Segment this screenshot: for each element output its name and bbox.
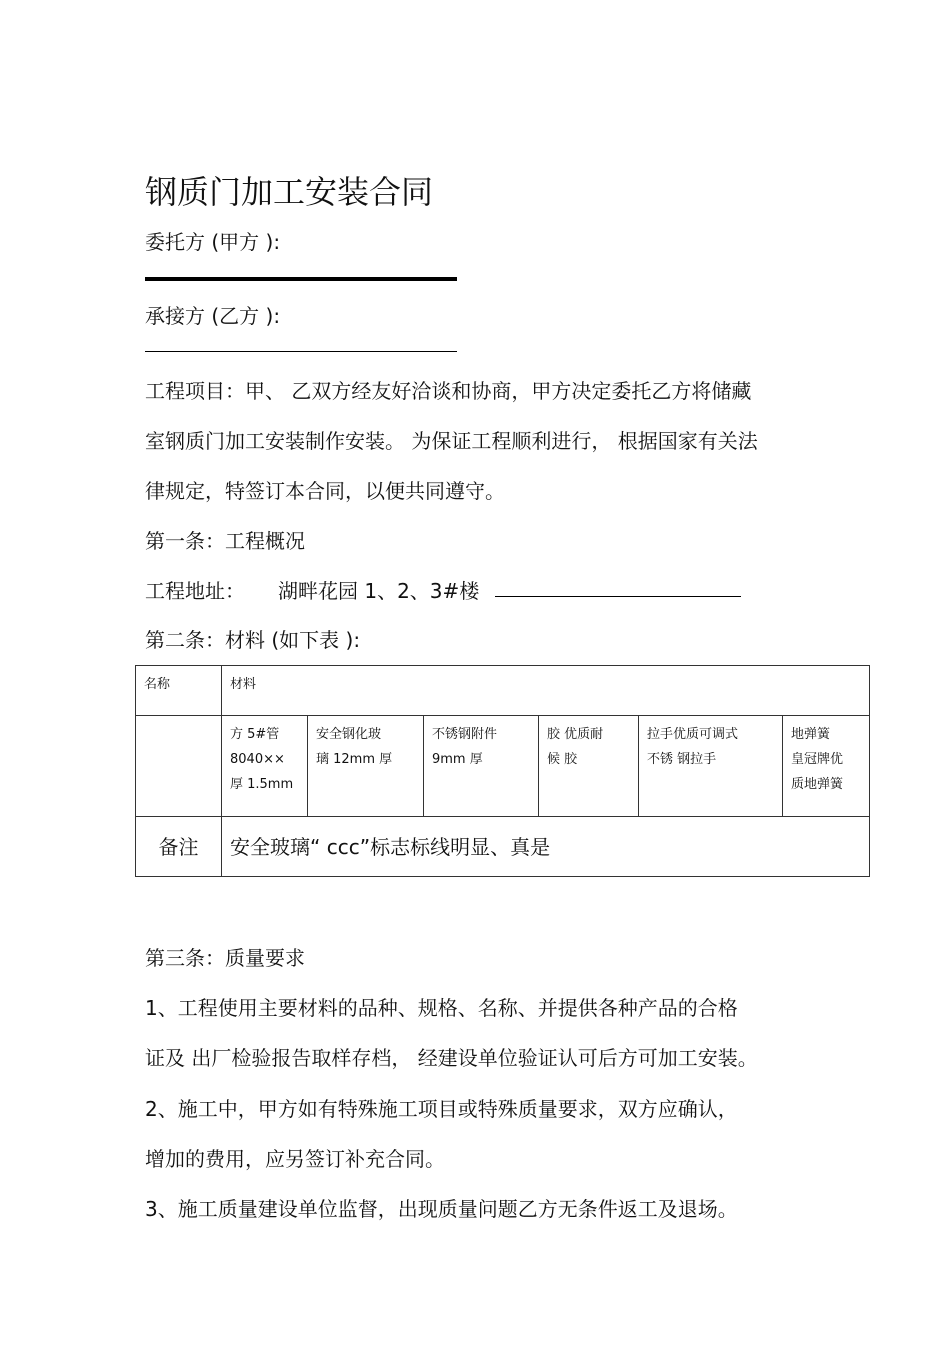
quality-line: 增加的费用，应另签订补充合同。 [145, 1147, 445, 1171]
material-text: 璃 12mm 厚 [316, 752, 393, 767]
material-text: 皇冠牌优 [791, 752, 844, 767]
material-text: 胶 优质耐 [547, 727, 604, 742]
material-cell [539, 716, 639, 817]
material-text: 8040×× [230, 752, 285, 767]
site-value: 湖畔花园 1、2、3#楼 [278, 579, 480, 603]
party-a-signature-line [145, 277, 457, 281]
material-cell [222, 716, 308, 817]
document-title: 钢质门加工安装合同 [145, 173, 434, 211]
materials-table [135, 665, 870, 877]
material-text: 质地弹簧 [791, 777, 844, 792]
material-text: 不锈钢附件 [432, 727, 498, 742]
table-cell-empty [136, 716, 222, 817]
article-2-heading: 第二条：材料 (如下表 ): [145, 628, 361, 652]
material-text: 地弹簧 [791, 727, 831, 742]
table-row [136, 716, 870, 817]
material-cell [639, 716, 783, 817]
material-text: 安全钢化玻 [316, 727, 382, 742]
quality-line: 3、施工质量建设单位监督，出现质量问题乙方无条件返工及退场。 [145, 1197, 738, 1221]
table-header-name: 名称 [136, 666, 222, 716]
material-text: 厚 1.5mm [230, 777, 294, 792]
intro-line: 律规定，特签订本合同，以便共同遵守。 [145, 479, 505, 503]
party-b-signature-line [145, 351, 457, 352]
table-remark-row [136, 817, 870, 877]
table-header-material: 材料 [222, 666, 870, 716]
table-header-row [136, 666, 870, 716]
material-cell [783, 716, 870, 817]
material-cell [308, 716, 424, 817]
quality-line: 证及 出厂检验报告取样存档， 经建设单位验证认可后方可加工安装。 [145, 1046, 758, 1070]
intro-line: 工程项目：甲、 乙双方经友好洽谈和协商，甲方决定委托乙方将储藏 [145, 379, 752, 403]
site-label: 工程地址： [145, 579, 245, 603]
quality-line: 1、工程使用主要材料的品种、规格、名称、并提供各种产品的合格 [145, 996, 738, 1020]
material-text: 方 5#管 [230, 727, 280, 742]
intro-line: 室钢质门加工安装制作安装。 为保证工程顺利进行， 根据国家有关法 [145, 429, 758, 453]
site-underline [495, 596, 741, 597]
material-text: 拉手优质可调式 [647, 727, 739, 742]
remark-text: 安全玻璃“ ccc”标志标线明显、真是 [222, 817, 870, 877]
material-cell [424, 716, 539, 817]
quality-line: 2、施工中，甲方如有特殊施工项目或特殊质量要求，双方应确认， [145, 1097, 738, 1121]
material-text: 候 胶 [547, 752, 578, 767]
material-text: 9mm 厚 [432, 752, 483, 767]
party-a-label: 委托方 (甲方 ): [145, 230, 281, 254]
party-b-label: 承接方 (乙方 ): [145, 304, 281, 328]
material-text: 不锈 钢拉手 [647, 752, 717, 767]
article-1-heading: 第一条：工程概况 [145, 529, 305, 553]
article-3-heading: 第三条：质量要求 [145, 946, 305, 970]
remark-label: 备注 [136, 817, 222, 877]
